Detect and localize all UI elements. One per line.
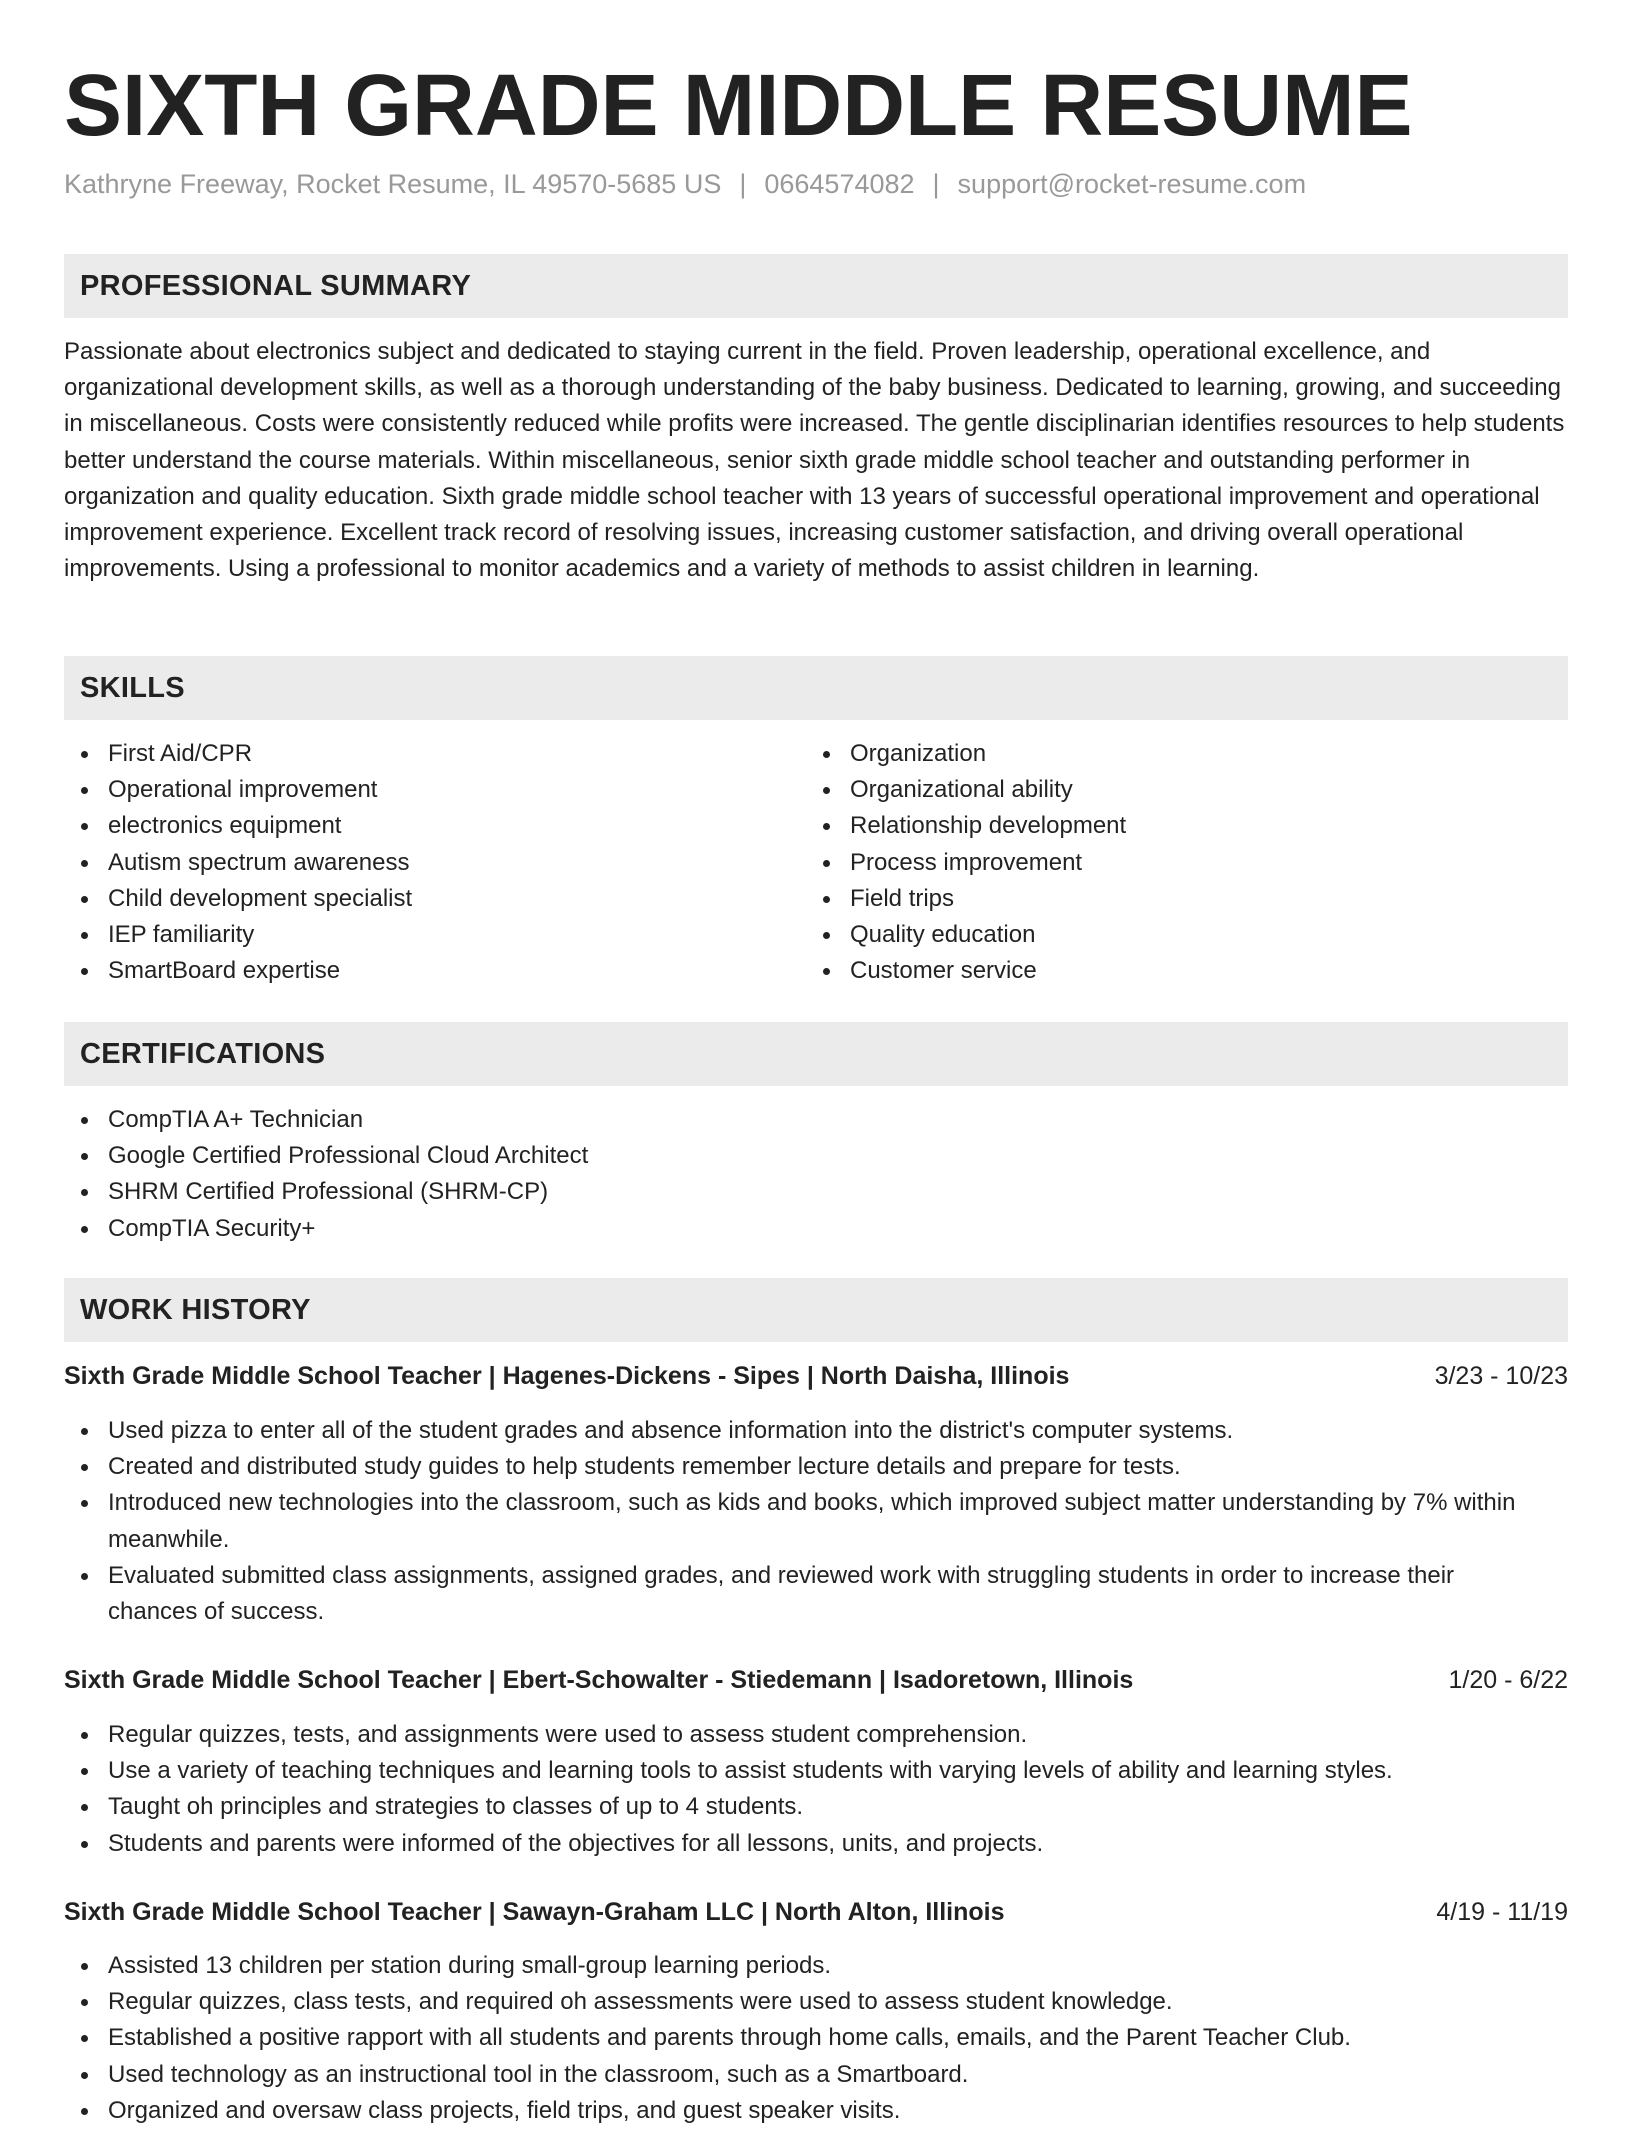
job-bullet: Evaluated submitted class assignments, assigned grades, and reviewed work with struggling students in order to increase their chances of success. [64, 1558, 1524, 1630]
skill-item: IEP familiarity [64, 917, 804, 953]
summary-text: Passionate about electronics subject and dedicated to staying current in the field. Proven leadership, operational excellence, and organizational development skills, as well as a thorough understanding of the baby business. Dedicated to learning, growing, and succeeding in miscellaneous. Costs were consistently reduced while profits were increased. The gentle disciplinarian identifies resources to help students better understand the course materials. Within miscellaneous, senior sixth grade middle school teacher and outstanding performer in organization and quality education. Sixth grade middle school teacher with 13 years of successful operational improvement and operational improvement experience. Excellent track record of resolving issues, increasing customer satisfaction, and driving overall operational improvements. Using a professional to monitor academics and a variety of methods to assist children in learning. [64, 338, 1565, 583]
skills-list-left [64, 736, 804, 989]
contact-address: Kathryne Freeway, Rocket Resume, IL 49570-5685 US [64, 169, 722, 199]
certification-item: CompTIA Security+ [64, 1211, 1568, 1247]
certifications-section-header [64, 1022, 1568, 1086]
job-header [64, 1662, 1568, 1698]
job-title: Sixth Grade Middle School Teacher | Ebert-Schowalter - Stiedemann | Isadoretown, Illinois [64, 1666, 1134, 1694]
job-dates: 4/19 - 11/19 [1436, 1898, 1568, 1926]
skill-item: Child development specialist [64, 881, 804, 917]
certifications-heading: CERTIFICATIONS [80, 1038, 326, 1070]
skill-item: Customer service [806, 953, 1546, 989]
summary-heading: PROFESSIONAL SUMMARY [80, 270, 472, 302]
certification-item: SHRM Certified Professional (SHRM-CP) [64, 1174, 1568, 1210]
job-bullet: Students and parents were informed of the objectives for all lessons, units, and projects. [64, 1826, 1544, 1862]
skills-heading: SKILLS [80, 672, 185, 704]
job-bullet: Introduced new technologies into the classroom, such as kids and books, which improved subject matter understanding by 7% within meanwhile. [64, 1485, 1524, 1557]
job-bullet: Used pizza to enter all of the student grades and absence information into the district's computer systems. [64, 1413, 1524, 1449]
certification-item: CompTIA A+ Technician [64, 1102, 1568, 1138]
job-bullet: Taught oh principles and strategies to classes of up to 4 students. [64, 1789, 1544, 1825]
job-bullet: Used technology as an instructional tool in the classroom, such as a Smartboard. [64, 2057, 1544, 2093]
job-dates: 1/20 - 6/22 [1448, 1666, 1568, 1694]
job-bullet: Created and distributed study guides to help students remember lecture details and prepare for tests. [64, 1449, 1524, 1485]
job-bullet: Regular quizzes, class tests, and required oh assessments were used to assess student knowledge. [64, 1984, 1544, 2020]
job-bullets [64, 1413, 1524, 1630]
skill-item: electronics equipment [64, 808, 804, 844]
work-heading: WORK HISTORY [80, 1294, 311, 1326]
skill-item: Autism spectrum awareness [64, 845, 804, 881]
skill-item: Organization [806, 736, 1546, 772]
skills-section-header [64, 656, 1568, 720]
job-title: Sixth Grade Middle School Teacher | Sawayn-Graham LLC | North Alton, Illinois [64, 1898, 1005, 1926]
contact-separator: | [932, 169, 940, 199]
skills-list-right [806, 736, 1546, 989]
certifications-list [64, 1102, 1568, 1247]
skill-item: Field trips [806, 881, 1546, 917]
job-bullet: Regular quizzes, tests, and assignments were used to assess student comprehension. [64, 1717, 1544, 1753]
job-bullet: Use a variety of teaching techniques and learning tools to assist students with varying levels of ability and learning styles. [64, 1753, 1544, 1789]
contact-line [64, 166, 1306, 202]
skill-item: Quality education [806, 917, 1546, 953]
skill-item: Process improvement [806, 845, 1546, 881]
skill-item: SmartBoard expertise [64, 953, 804, 989]
job-bullets [64, 1948, 1544, 2129]
skill-item: Organizational ability [806, 772, 1546, 808]
job-bullet: Assisted 13 children per station during small-group learning periods. [64, 1948, 1544, 1984]
job-header [64, 1358, 1568, 1394]
certification-item: Google Certified Professional Cloud Architect [64, 1138, 1568, 1174]
job-bullet: Established a positive rapport with all students and parents through home calls, emails, and the Parent Teacher Club. [64, 2020, 1544, 2056]
skill-item: Relationship development [806, 808, 1546, 844]
contact-phone: 0664574082 [764, 169, 915, 199]
summary-section-header [64, 254, 1568, 318]
job-dates: 3/23 - 10/23 [1434, 1362, 1568, 1390]
work-section-header [64, 1278, 1568, 1342]
skill-item: First Aid/CPR [64, 736, 804, 772]
resume-title: SIXTH GRADE MIDDLE RESUME [64, 57, 1413, 154]
job-bullets [64, 1717, 1544, 1862]
job-bullet: Organized and oversaw class projects, field trips, and guest speaker visits. [64, 2093, 1544, 2129]
job-title: Sixth Grade Middle School Teacher | Hagenes-Dickens - Sipes | North Daisha, Illinois [64, 1362, 1070, 1390]
skill-item: Operational improvement [64, 772, 804, 808]
contact-email: support@rocket-resume.com [957, 169, 1307, 199]
job-header [64, 1894, 1568, 1930]
contact-separator: | [739, 169, 747, 199]
